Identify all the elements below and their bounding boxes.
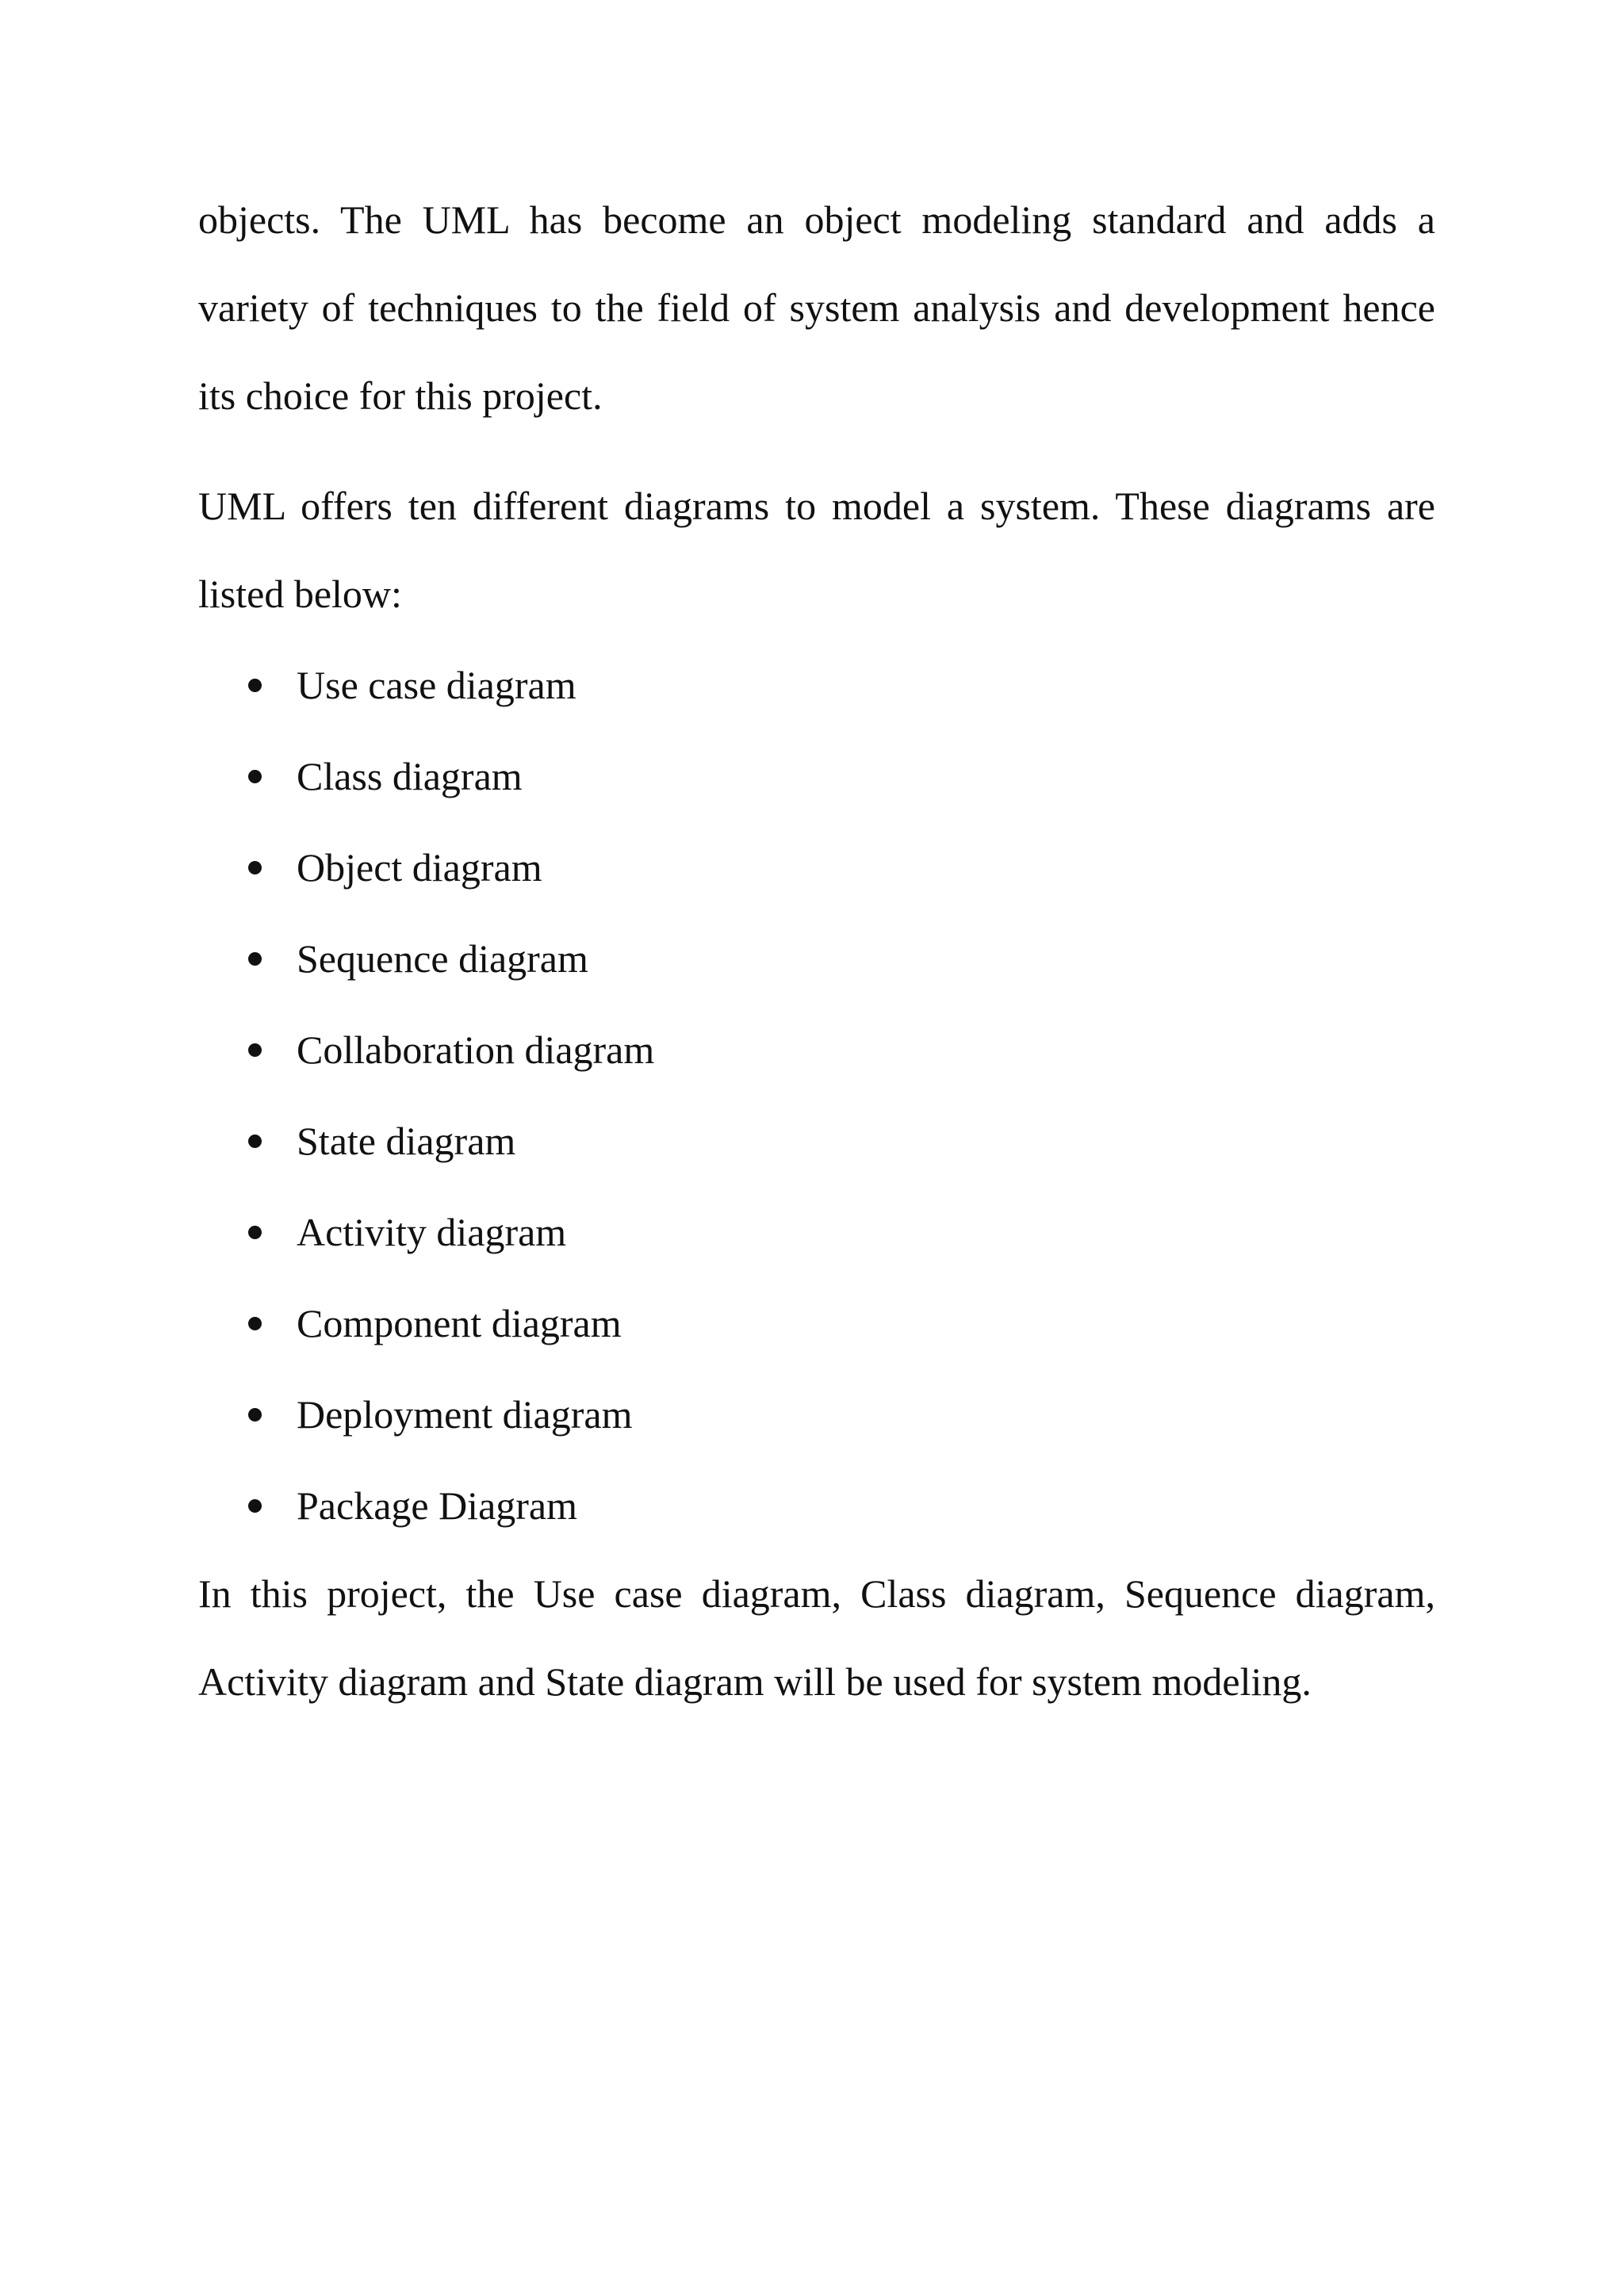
bullet-icon (248, 1317, 262, 1330)
diagram-list (198, 640, 1435, 1552)
bullet-icon (248, 1499, 262, 1513)
list-item (198, 1278, 1435, 1369)
list-item (198, 640, 1435, 731)
list-item-label: Activity diagram (297, 1210, 567, 1254)
list-item-label: State diagram (297, 1119, 516, 1163)
list-item-label: Use case diagram (297, 663, 576, 707)
bullet-icon (248, 952, 262, 966)
list-item (198, 822, 1435, 913)
list-item (198, 913, 1435, 1004)
bullet-icon (248, 1408, 262, 1422)
list-item-label: Deployment diagram (297, 1392, 633, 1437)
list-item (198, 1096, 1435, 1187)
list-item-label: Sequence diagram (297, 936, 588, 981)
list-item-label: Object diagram (297, 845, 542, 890)
bullet-icon (248, 1226, 262, 1239)
project-usage-paragraph: In this project, the Use case diagram, Class diagram, Sequence diagram, Activity diagram and State diagram will be used for system modeling. (198, 1571, 1435, 1704)
list-item (198, 1460, 1435, 1552)
list-item-label: Package Diagram (297, 1483, 578, 1528)
diagram-types-paragraph: UML offers ten different diagrams to model a system. These diagrams are listed below: (198, 484, 1435, 616)
list-item (198, 1187, 1435, 1278)
list-item (198, 731, 1435, 822)
bullet-icon (248, 1043, 262, 1057)
bullet-icon (248, 770, 262, 783)
bullet-icon (248, 679, 262, 692)
list-item-label: Collaboration diagram (297, 1027, 655, 1072)
list-item (198, 1004, 1435, 1096)
list-item (198, 1369, 1435, 1460)
list-item-label: Component diagram (297, 1301, 622, 1345)
list-item-label: Class diagram (297, 754, 523, 798)
bullet-icon (248, 861, 262, 874)
intro-paragraph: objects. The UML has become an object modeling standard and adds a variety of techniques to the field of system analysis and development hence its choice for this project. (198, 197, 1435, 418)
bullet-icon (248, 1135, 262, 1148)
